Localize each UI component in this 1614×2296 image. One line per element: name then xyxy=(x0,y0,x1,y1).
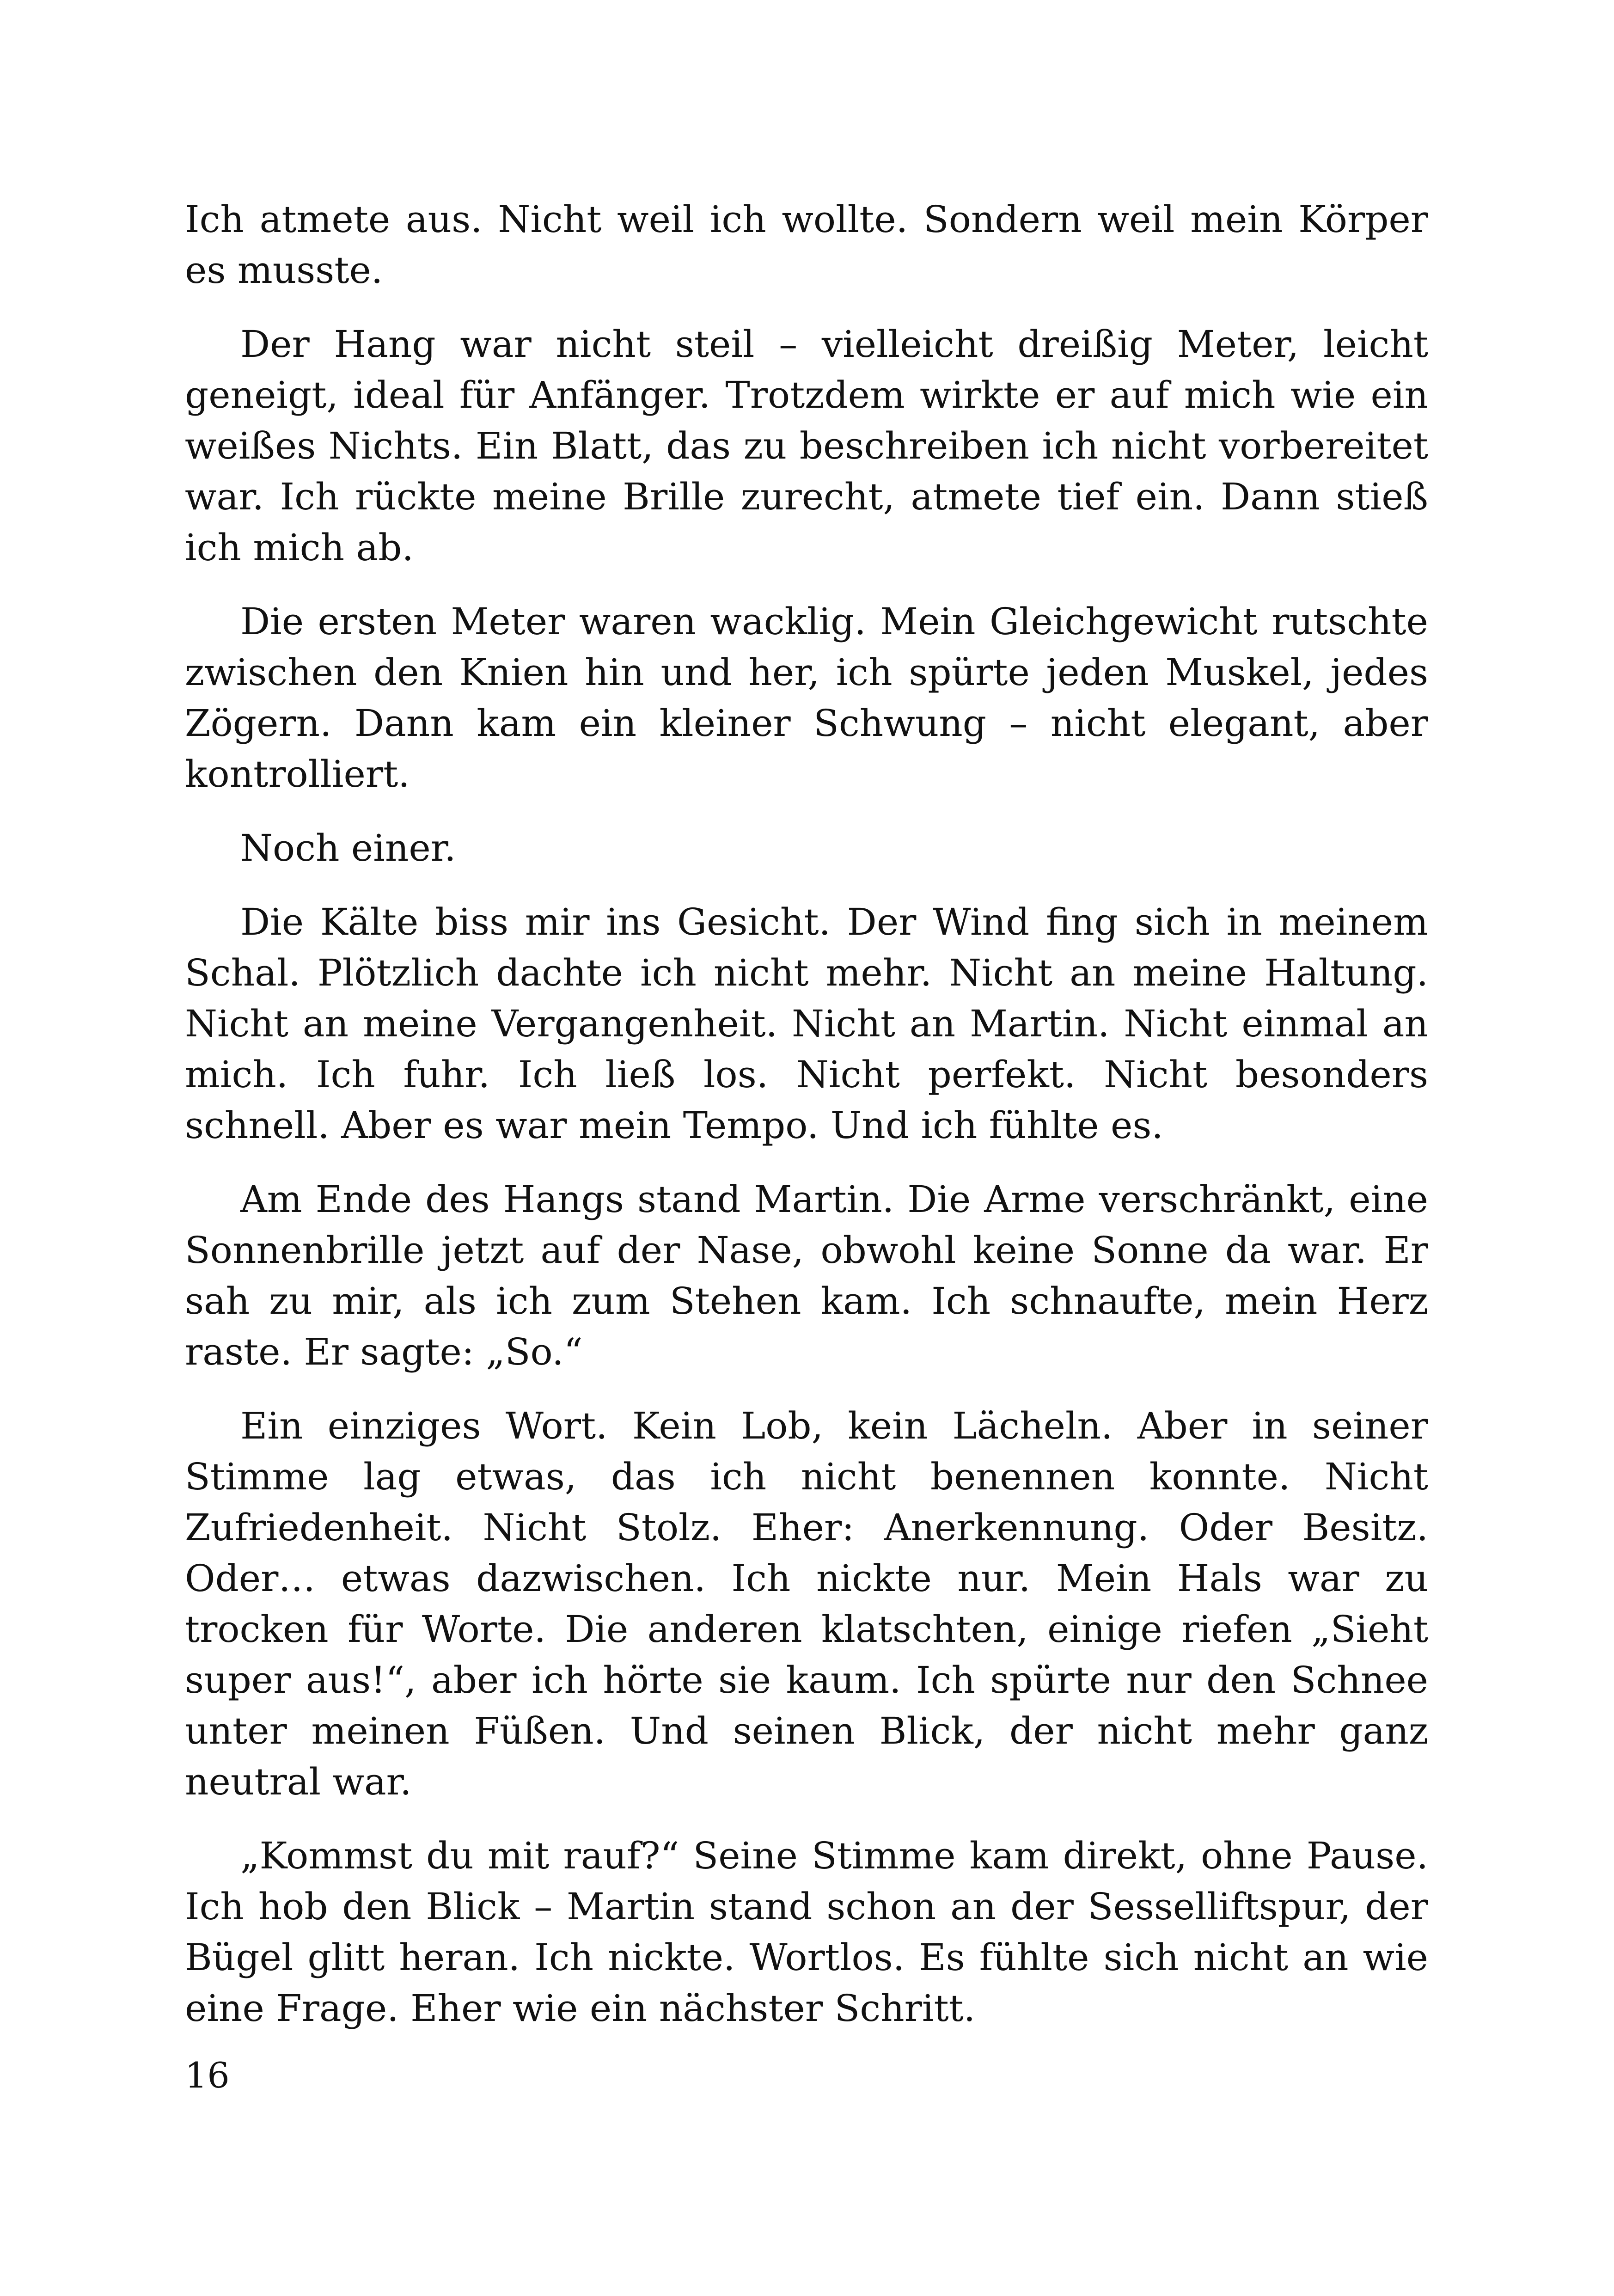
body-text xyxy=(185,194,1428,2057)
paragraph: Am Ende des Hangs stand Martin. Die Arme verschränkt, eine Sonnenbrille jetzt auf der Nase, obwohl keine Sonne da war. Er sah zu mir, als ich zum Stehen kam. Ich schnaufte, mein Herz raste. Er sagte: „So.“ xyxy=(185,1178,1428,1373)
paragraph: Der Hang war nicht steil – vielleicht dreißig Meter, leicht geneigt, ideal für Anfänger. Trotzdem wirkte er auf mich wie ein weißes Nichts. Ein Blatt, das zu beschreiben ich nicht vorbereitet war. Ich rückte meine Brille zurecht, atmete tief ein. Dann stieß ich mich ab. xyxy=(185,323,1428,569)
paragraph: Ein einziges Wort. Kein Lob, kein Lächeln. Aber in seiner Stimme lag etwas, das ich nicht benennen konnte. Nicht Zufriedenheit. Nicht Stolz. Eher: Anerkennung. Oder Besitz. Oder… etwas dazwischen. Ich nickte nur. Mein Hals war zu trocken für Worte. Die anderen klatschten, einige riefen „Sieht super aus!“, aber ich hörte sie kaum. Ich spürte nur den Schnee unter meinen Füßen. Und seinen Blick, der nicht mehr ganz neutral war. xyxy=(185,1404,1428,1803)
paragraph: Die Kälte biss mir ins Gesicht. Der Wind fing sich in meinem Schal. Plötzlich dachte ich nicht mehr. Nicht an meine Haltung. Nicht an meine Vergangenheit. Nicht an Martin. Nicht einmal an mich. Ich fuhr. Ich ließ los. Nicht perfekt. Nicht besonders schnell. Aber es war mein Tempo. Und ich fühlte es. xyxy=(185,900,1428,1147)
paragraph: Ich atmete aus. Nicht weil ich wollte. Sondern weil mein Körper es musste. xyxy=(185,198,1428,292)
paragraph: „Kommst du mit rauf?“ Seine Stimme kam direkt, ohne Pause. Ich hob den Blick – Martin stand schon an der Sesselliftspur, der Bügel glitt heran. Ich nickte. Wortlos. Es fühlte sich nicht an wie eine Frage. Eher wie ein nächster Schritt. xyxy=(185,1834,1428,2030)
paragraph: Die ersten Meter waren wacklig. Mein Gleichgewicht rutschte zwischen den Knien hin und her, ich spürte jeden Muskel, jedes Zögern. Dann kam ein kleiner Schwung – nicht elegant, aber kontrolliert. xyxy=(185,600,1428,796)
page-number: 16 xyxy=(185,2055,230,2096)
paragraph: Noch einer. xyxy=(240,827,456,869)
